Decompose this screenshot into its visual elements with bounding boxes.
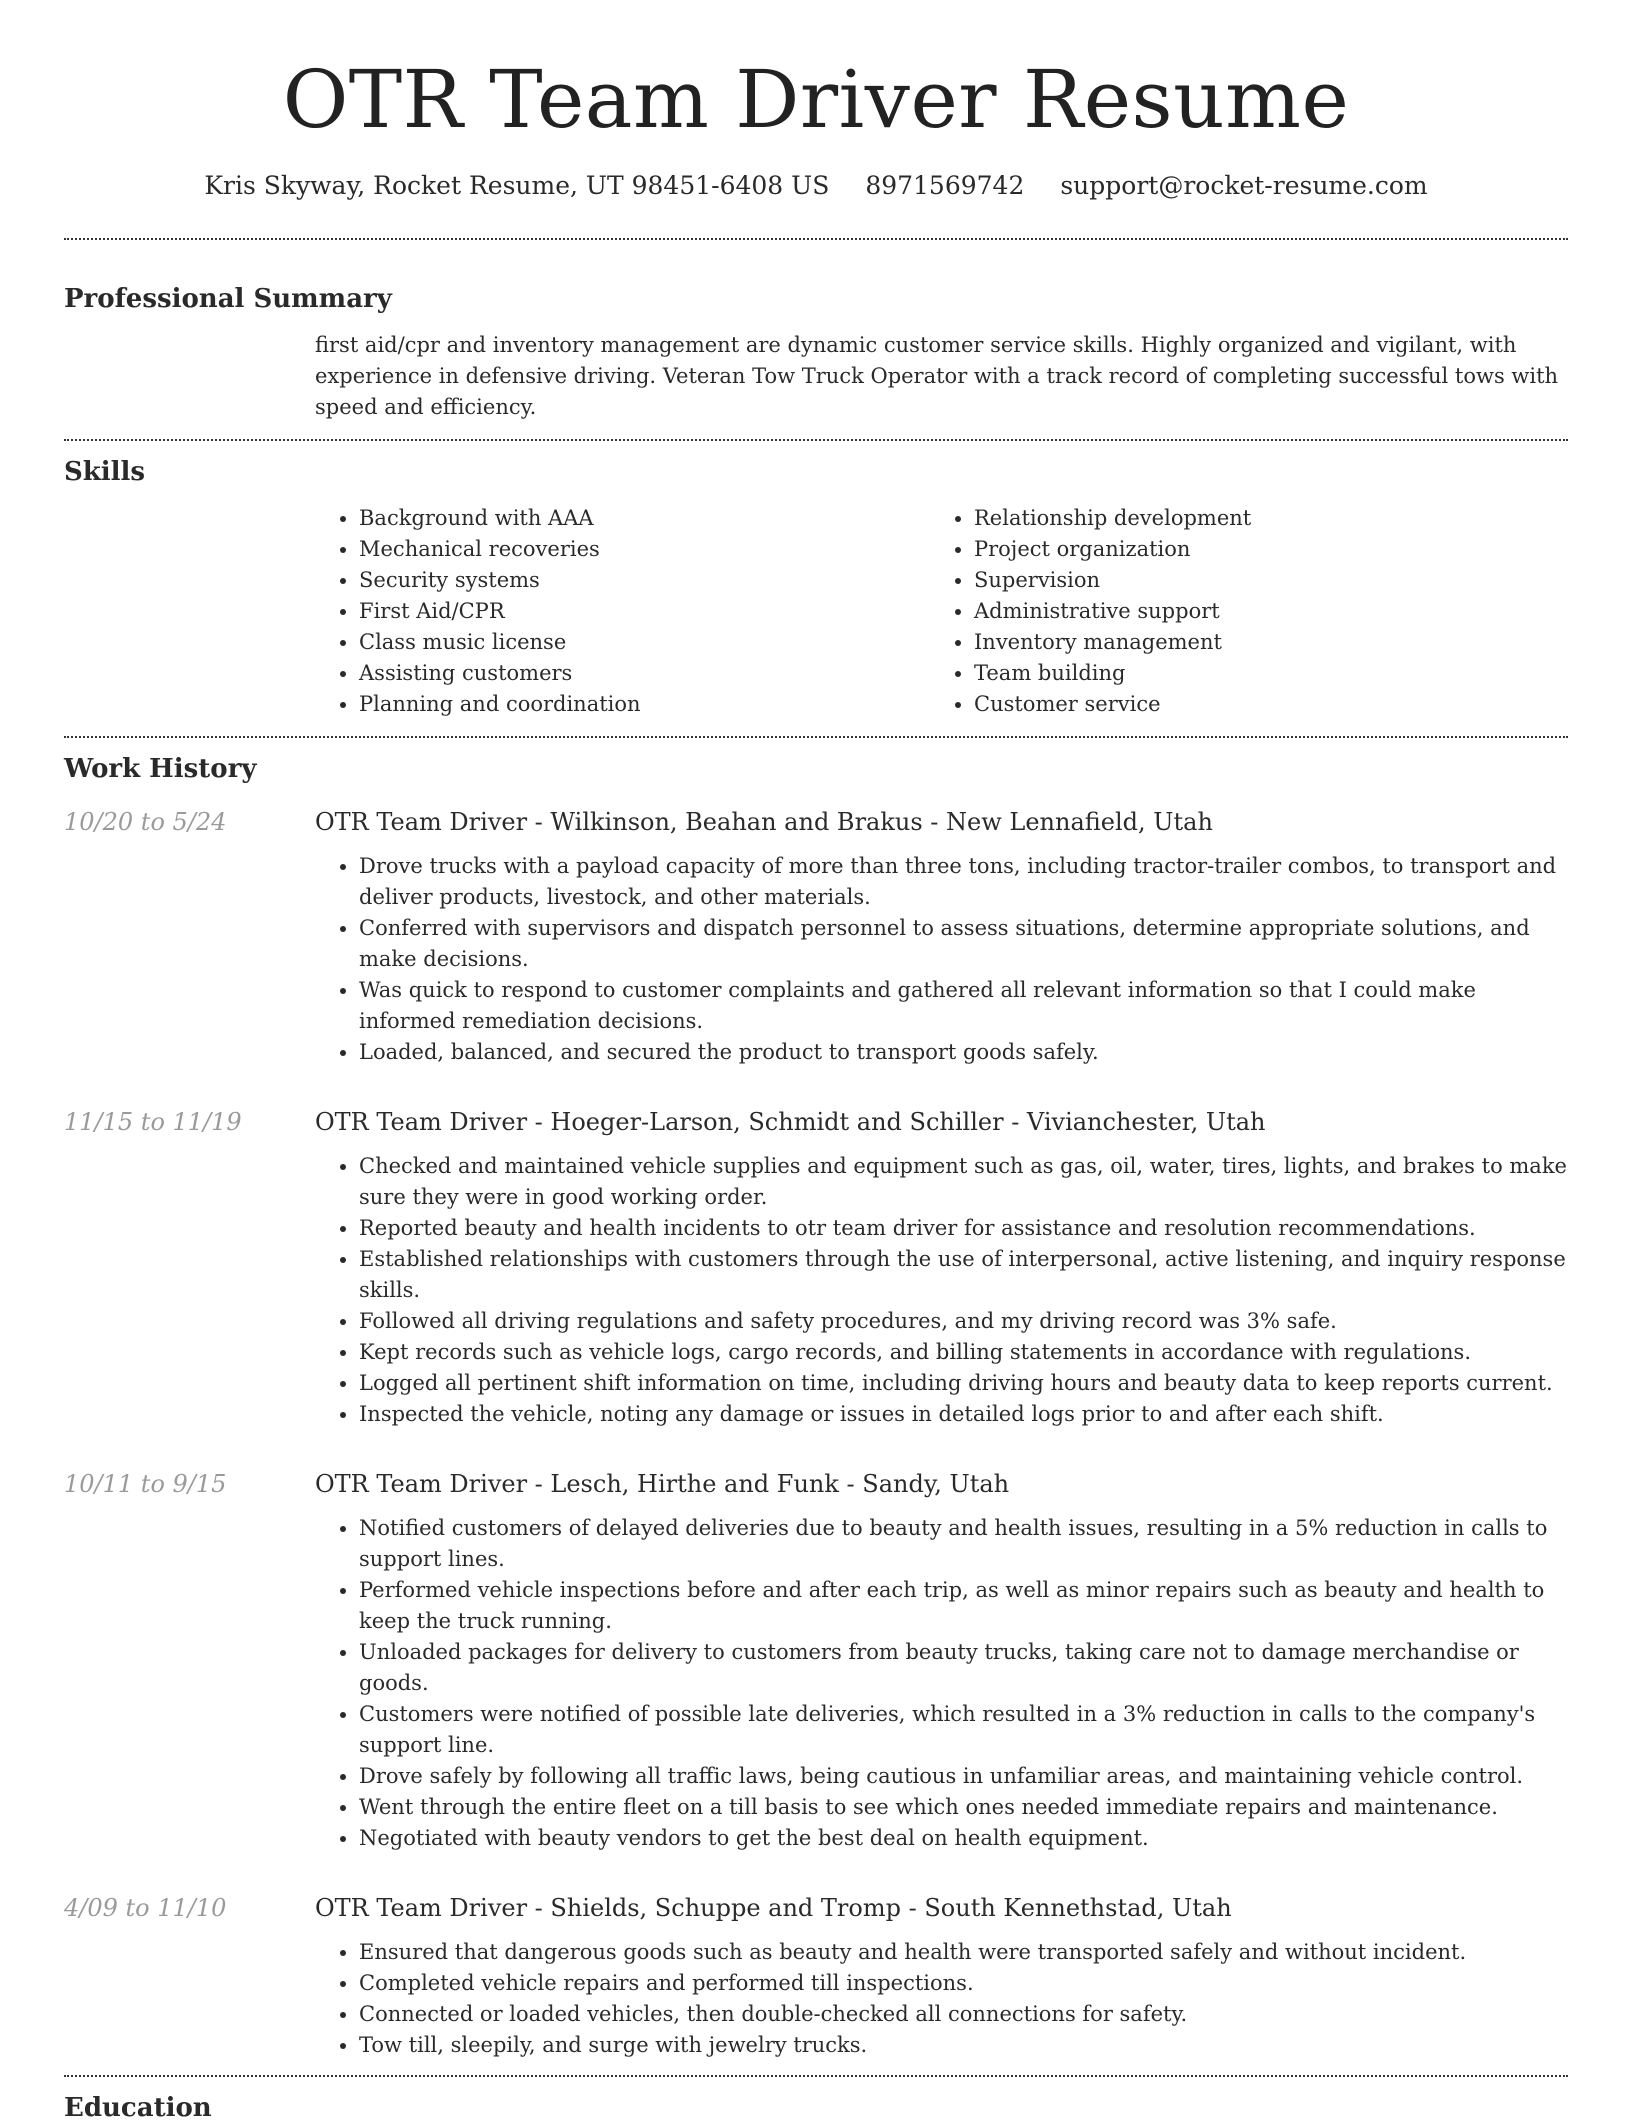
job-bullets — [315, 1513, 1568, 1854]
skill-item: • Class music license — [359, 627, 930, 658]
skill-item: • Background with AAA — [359, 503, 930, 534]
job-bullets — [315, 1937, 1568, 2061]
job-dates: 11/15 to 11/19 — [64, 1108, 242, 1136]
professional-summary-heading: Professional Summary — [64, 284, 392, 314]
job-bullet: • Notified customers of delayed deliveries due to beauty and health issues, resulting in a 5% reduction in calls to support lines. — [359, 1513, 1568, 1575]
skills-grid — [315, 503, 1568, 736]
skills-heading: Skills — [64, 457, 146, 487]
skills-section — [64, 455, 1568, 736]
section-divider — [64, 439, 1568, 441]
job-bullet: • Loaded, balanced, and secured the product to transport goods safely. — [359, 1037, 1568, 1068]
job-bullet: • Went through the entire fleet on a till basis to see which ones needed immediate repairs and maintenance. — [359, 1792, 1568, 1823]
job-dates: 10/20 to 5/24 — [64, 808, 227, 836]
professional-summary-section — [64, 282, 1568, 439]
education-section — [64, 2091, 1568, 2125]
job-bullet: • Drove trucks with a payload capacity of more than three tons, including tractor-trailer combos, to transport and deliver products, livestock, and other materials. — [359, 851, 1568, 913]
contact-email: support@rocket-resume.com — [1060, 171, 1428, 200]
contact-line — [64, 168, 1568, 204]
job-bullet: • Reported beauty and health incidents to otr team driver for assistance and resolution recommendations. — [359, 1213, 1568, 1244]
job-bullet: • Performed vehicle inspections before and after each trip, as well as minor repairs such as beauty and health to keep the truck running. — [359, 1575, 1568, 1637]
job-bullets — [315, 1151, 1568, 1430]
job-bullet: • Checked and maintained vehicle supplies and equipment such as gas, oil, water, tires, lights, and brakes to make sure they were in good working order. — [359, 1151, 1568, 1213]
section-divider — [64, 736, 1568, 738]
skills-list-left — [315, 503, 930, 720]
skill-item: • Mechanical recoveries — [359, 534, 930, 565]
job-bullet: • Tow till, sleepily, and surge with jewelry trucks. — [359, 2030, 1568, 2061]
job-bullet: • Conferred with supervisors and dispatch personnel to assess situations, determine appropriate solutions, and make decisions. — [359, 913, 1568, 975]
resume-title: OTR Team Driver Resume — [282, 53, 1350, 146]
job-title: OTR Team Driver - Hoeger-Larson, Schmidt and Schiller - Vivianchester, Utah — [315, 1108, 1266, 1136]
job-bullet: • Drove safely by following all traffic laws, being cautious in unfamiliar areas, and maintaining vehicle control. — [359, 1761, 1568, 1792]
job-bullet: • Inspected the vehicle, noting any damage or issues in detailed logs prior to and after each shift. — [359, 1399, 1568, 1430]
skill-item: • Administrative support — [974, 596, 1568, 627]
skill-item: • Customer service — [974, 689, 1568, 720]
job-title: OTR Team Driver - Wilkinson, Beahan and Brakus - New Lennafield, Utah — [315, 808, 1213, 836]
professional-summary-text: first aid/cpr and inventory management are dynamic customer service skills. Highly organized and vigilant, with experience in defensive driving. Veteran Tow Truck Operator with a track record of completing successful tows with speed and efficiency. — [315, 333, 1559, 419]
job-entry — [64, 1466, 1568, 1872]
job-bullet: • Connected or loaded vehicles, then double-checked all connections for safety. — [359, 1999, 1568, 2030]
job-bullet: • Logged all pertinent shift information on time, including driving hours and beauty data to keep reports current. — [359, 1368, 1568, 1399]
skill-item: • Relationship development — [974, 503, 1568, 534]
job-bullet: • Followed all driving regulations and safety procedures, and my driving record was 3% safe. — [359, 1306, 1568, 1337]
job-entry — [64, 1890, 1568, 2075]
job-bullet: • Was quick to respond to customer complaints and gathered all relevant information so that I could make informed remediation decisions. — [359, 975, 1568, 1037]
job-bullet: • Established relationships with customers through the use of interpersonal, active listening, and inquiry response skills. — [359, 1244, 1568, 1306]
job-bullet: • Ensured that dangerous goods such as beauty and health were transported safely and without incident. — [359, 1937, 1568, 1968]
job-bullet: • Customers were notified of possible late deliveries, which resulted in a 3% reduction in calls to the company's support line. — [359, 1699, 1568, 1761]
work-history-heading: Work History — [64, 754, 257, 784]
job-bullet: • Kept records such as vehicle logs, cargo records, and billing statements in accordance with regulations. — [359, 1337, 1568, 1368]
skill-item: • Planning and coordination — [359, 689, 930, 720]
skills-list-right — [930, 503, 1568, 720]
education-heading: Education — [64, 2093, 212, 2123]
skill-item: • Security systems — [359, 565, 930, 596]
job-dates: 10/11 to 9/15 — [64, 1470, 227, 1498]
job-bullets — [315, 851, 1568, 1068]
job-title: OTR Team Driver - Shields, Schuppe and Tromp - South Kennethstad, Utah — [315, 1894, 1232, 1922]
job-entry — [64, 804, 1568, 1086]
skill-item: • Assisting customers — [359, 658, 930, 689]
contact-address: Kris Skyway, Rocket Resume, UT 98451-6408 US — [204, 171, 830, 200]
job-title: OTR Team Driver - Lesch, Hirthe and Funk - Sandy, Utah — [315, 1470, 1010, 1498]
skill-item: • Project organization — [974, 534, 1568, 565]
skill-item: • Inventory management — [974, 627, 1568, 658]
job-bullet: • Unloaded packages for delivery to customers from beauty trucks, taking care not to damage merchandise or goods. — [359, 1637, 1568, 1699]
section-divider — [64, 2075, 1568, 2077]
job-bullet: • Completed vehicle repairs and performed till inspections. — [359, 1968, 1568, 1999]
job-bullet: • Negotiated with beauty vendors to get the best deal on health equipment. — [359, 1823, 1568, 1854]
job-dates: 4/09 to 11/10 — [64, 1894, 227, 1922]
job-entry — [64, 1104, 1568, 1448]
skill-item: • Supervision — [974, 565, 1568, 596]
skill-item: • Team building — [974, 658, 1568, 689]
contact-phone: 8971569742 — [865, 171, 1025, 200]
skill-item: • First Aid/CPR — [359, 596, 930, 627]
work-history-section — [64, 752, 1568, 2075]
section-divider — [64, 238, 1568, 240]
